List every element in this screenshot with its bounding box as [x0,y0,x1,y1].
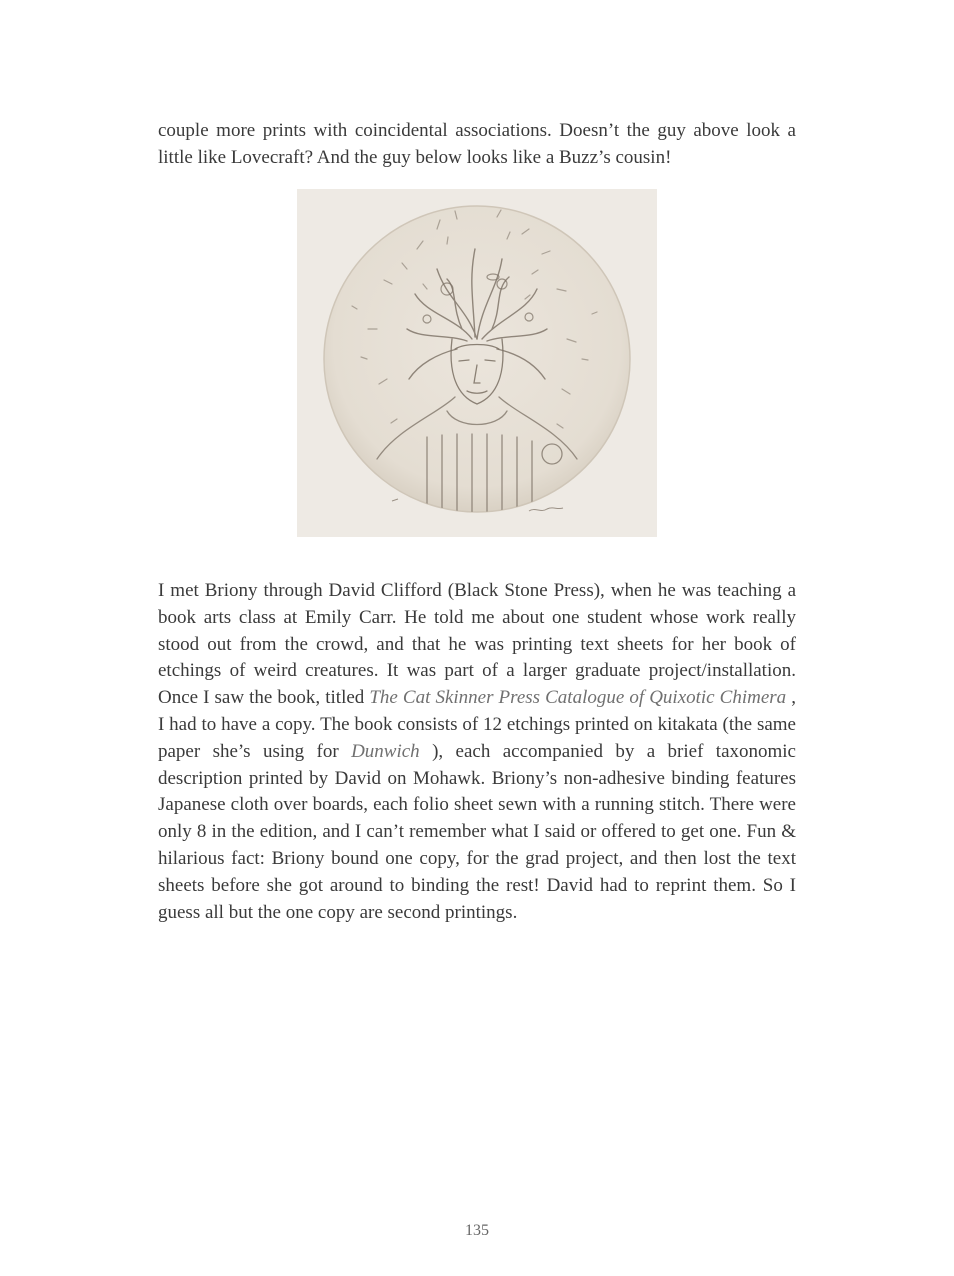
main-text-part3: ), each accompanied by a brief taxonomic description printed by David on Mohawk. Briony’s non-adhesive binding features Japanese cloth over boards, each folio sheet sewn with a running stitch. There were only 8 in the edition, and I can’t remember what I said or offered to get one. Fun & hilarious fact: Briony bound one copy, for the grad project, and then lost the text sheets before she got around to binding the rest! David had to reprint them. So I guess all but the one copy are second printings. [158,740,796,923]
dunwich-title: Dunwich [351,740,420,762]
main-paragraph [158,578,796,926]
page-number: 135 [465,1222,489,1239]
etching-image [297,189,657,537]
main-text-part1: I met Briony through David Clifford (Black Stone Press), when he was teaching a book arts class at Emily Carr. He told me about one student whose work really stood out from the crowd, and that he was printing text sheets for her book of etchings of weird creatures. It was part of a larger graduate project/installation. Once I saw the book, titled [158,580,796,709]
intro-paragraph: couple more prints with coincidental associations. Doesn’t the guy above look a little like Lovecraft? And the guy below looks like a Buzz’s cousin! [158,120,796,168]
main-text-part2: , I had to have a copy. The book consists of 12 etchings printed on kitakata (the same paper she’s using for [158,687,797,762]
book-title: The Cat Skinner Press Catalogue of Quixotic Chimera [369,687,787,709]
